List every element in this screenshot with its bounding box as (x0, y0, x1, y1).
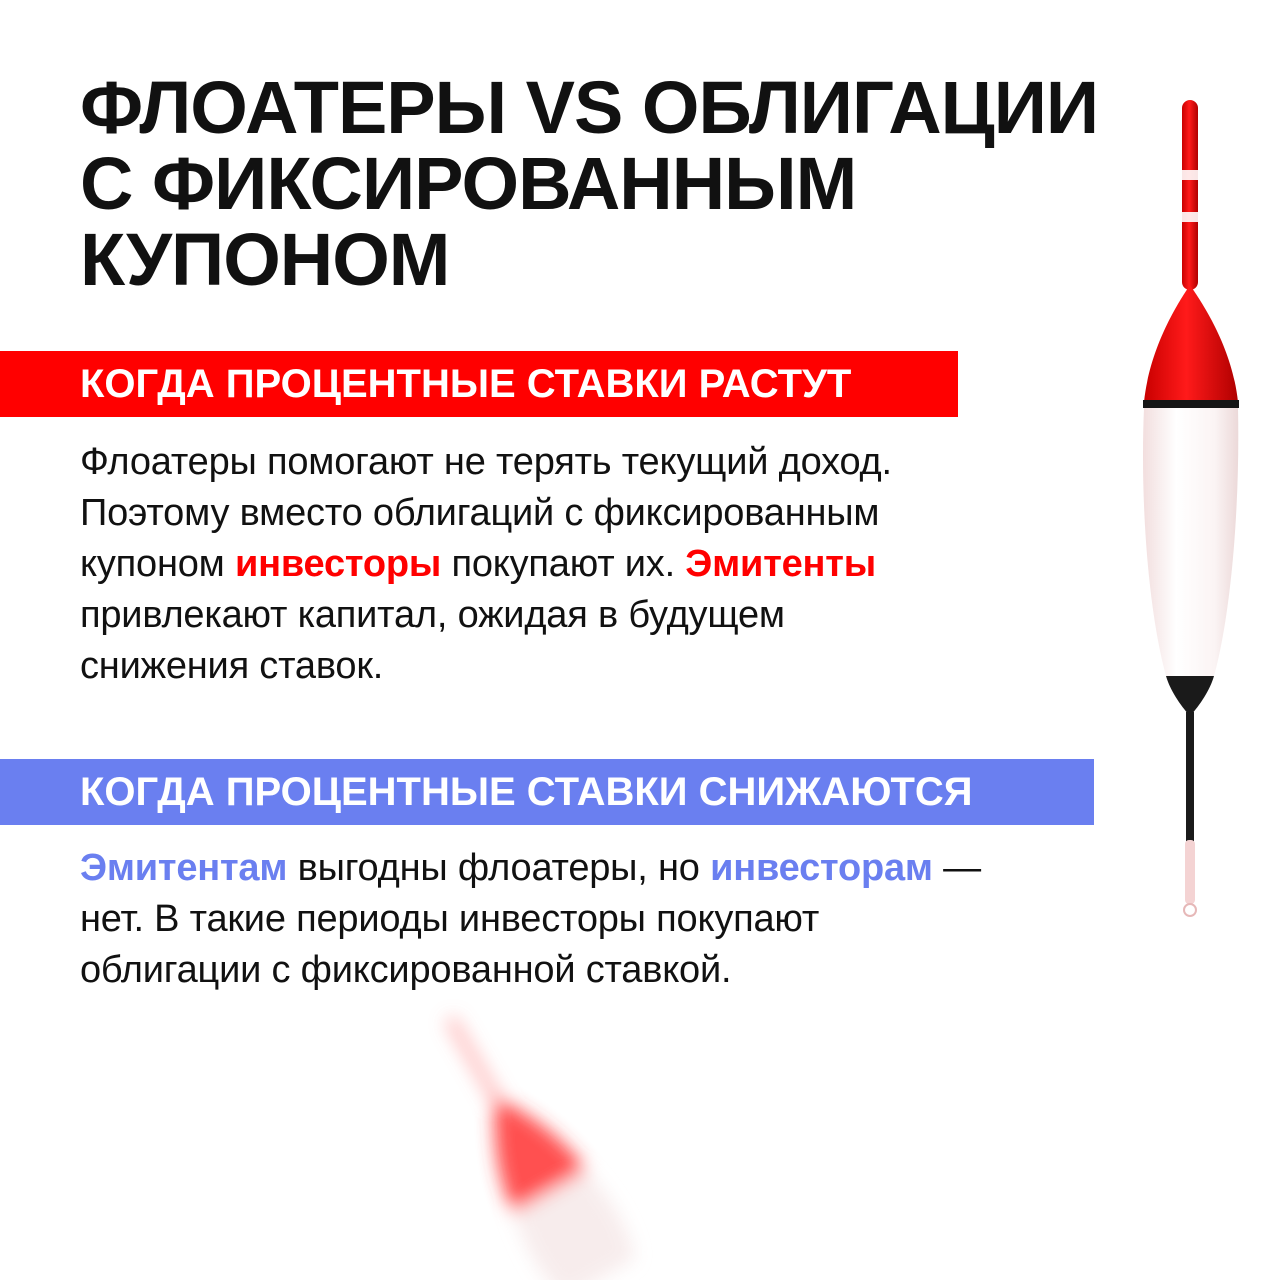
investors-highlight: инвесторы (234, 543, 442, 585)
text-fragment: выгодны флоатеры, но (287, 847, 711, 889)
falling-rates-heading: КОГДА ПРОЦЕНТНЫЕ СТАВКИ СНИЖАЮТСЯ (0, 759, 1094, 825)
paragraph-line: снижения ставок. (80, 645, 384, 687)
paragraph-line: облигации с фиксированной ставкой. (80, 949, 732, 991)
paragraph-line: Поэтому вместо облигаций с фиксированным (80, 492, 880, 534)
text-fragment: — (932, 847, 981, 889)
page-title-line-2: С ФИКСИРОВАННЫМ (80, 142, 857, 225)
text-fragment: покупают их. (441, 543, 686, 585)
rising-rates-paragraph (80, 437, 1160, 692)
page-title-line-3: КУПОНОМ (80, 218, 450, 301)
paragraph-line: привлекают капитал, ожидая в будущем (80, 594, 785, 636)
blurred-fishing-float-icon (409, 995, 642, 1280)
issuers-highlight: Эмитентам (80, 847, 288, 889)
paragraph-line (80, 539, 1160, 590)
falling-rates-paragraph (80, 843, 1160, 996)
paragraph-line: нет. В такие периоды инвесторы покупают (80, 898, 820, 940)
rising-rates-heading: КОГДА ПРОЦЕНТНЫЕ СТАВКИ РАСТУТ (0, 351, 958, 417)
page-title (80, 66, 1140, 301)
investors-highlight: инвесторам (710, 847, 933, 889)
issuers-highlight: Эмитенты (685, 543, 876, 585)
paragraph-line: Флоатеры помогают не терять текущий доход. (80, 441, 892, 483)
paragraph-line (80, 843, 1160, 894)
page-title-line-1: ФЛОАТЕРЫ VS ОБЛИГАЦИИ (80, 66, 1099, 149)
text-fragment: купоном (80, 543, 235, 585)
